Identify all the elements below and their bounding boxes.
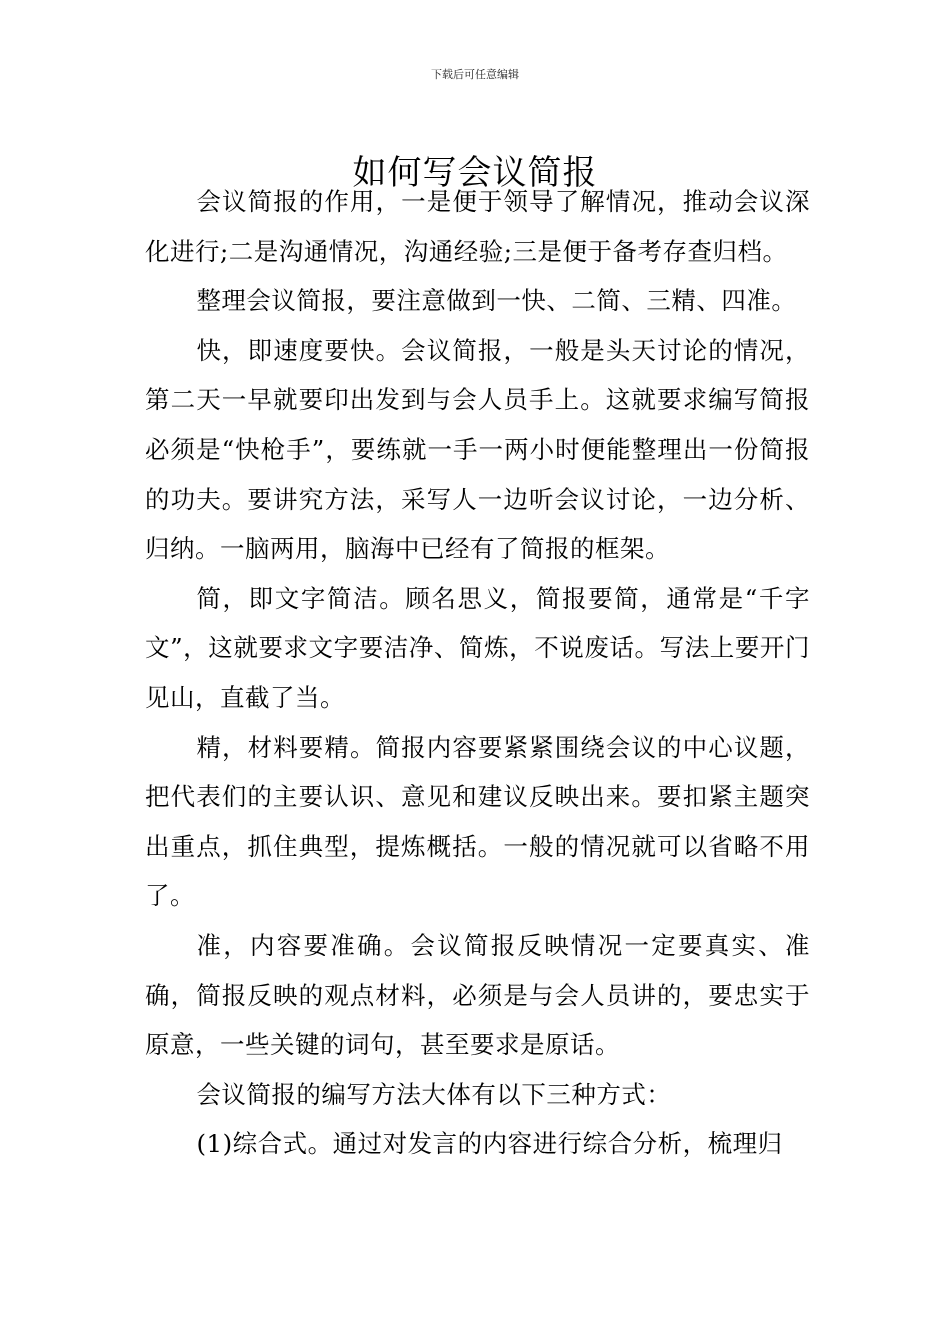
paragraph-accurate: 准，内容要准确。会议简报反映情况一定要真实、准确，简报反映的观点材料，必须是与会人员讲的，要忠实于原意，一些关键的词句，甚至要求是原话。 xyxy=(145,930,810,1060)
header-note: 下载后可任意编辑 xyxy=(431,68,519,81)
paragraph-method-1: (1)综合式。通过对发言的内容进行综合分析，梳理归 xyxy=(196,1129,783,1159)
paragraph-concise: 简，即文字简洁。顾名思义，简报要简，通常是“千字文”，这就要求文字要洁净、简炼，不说废话。写法上要开门见山，直截了当。 xyxy=(145,583,810,712)
paragraph-purpose: 会议简报的作用，一是便于领导了解情况，推动会议深化进行;二是沟通情况，沟通经验;三是便于备考存查归档。 xyxy=(145,187,810,266)
paragraph-principles: 整理会议简报，要注意做到一快、二简、三精、四准。 xyxy=(196,286,797,316)
document-body xyxy=(145,177,810,1169)
paragraph-refined: 精，材料要精。简报内容要紧紧围绕会议的中心议题，把代表们的主要认识、意见和建议反映出来。要扣紧主题突出重点，抓住典型，提炼概括。一般的情况就可以省略不用了。 xyxy=(145,732,810,911)
paragraph-fast: 快，即速度要快。会议简报，一般是头天讨论的情况，第二天一早就要印出发到与会人员手上。这就要求编写简报必须是“快枪手”，要练就一手一两小时便能整理出一份简报的功夫。要讲究方法，采写人一边听会议讨论，一边分析、归纳。一脑两用，脑海中已经有了简报的框架。 xyxy=(145,335,810,564)
document-title: 如何写会议简报 xyxy=(352,152,598,193)
paragraph-methods-intro: 会议简报的编写方法大体有以下三种方式： xyxy=(196,1079,672,1109)
